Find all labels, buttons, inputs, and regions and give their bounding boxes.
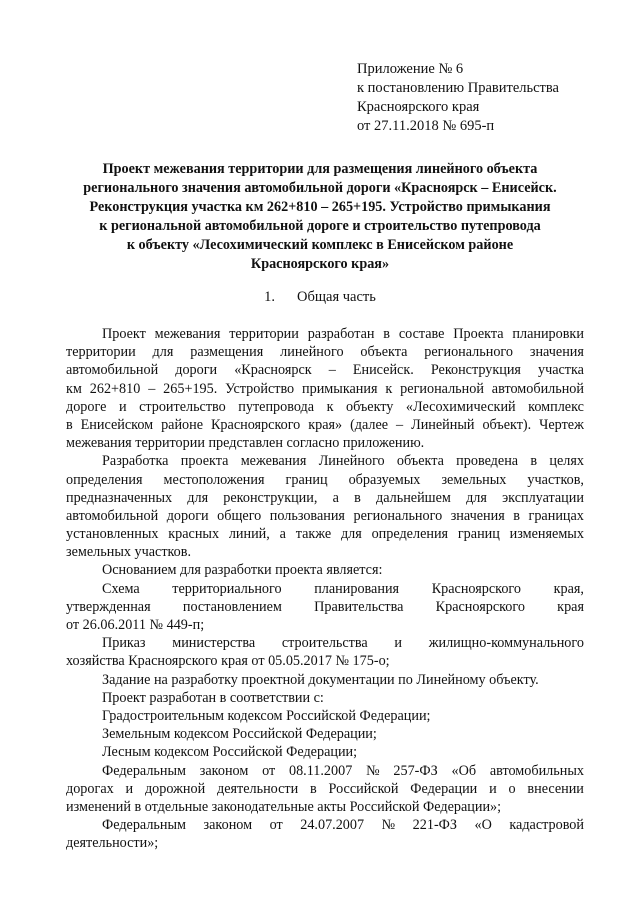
body-word: местоположения <box>163 471 265 488</box>
body-word: к <box>385 380 393 397</box>
body-word: 265+195. <box>163 380 218 397</box>
body-line <box>66 507 584 525</box>
body-word: целях <box>549 453 584 470</box>
body-word: для <box>466 489 487 506</box>
body-word: деятельности»; <box>66 835 159 852</box>
body-word: определения <box>371 526 449 543</box>
body-word: в <box>530 453 538 470</box>
body-word: земельных участков. <box>66 544 192 561</box>
body-word: регионального <box>353 507 443 524</box>
body-word: и <box>118 398 127 415</box>
body-word: установленных <box>66 526 159 543</box>
body-word: края <box>557 598 584 615</box>
body-line <box>66 325 584 343</box>
body-word: строительства <box>281 635 368 652</box>
body-word: Градостроительным кодексом Российской Федерации; <box>102 707 431 724</box>
body-word: линейного <box>280 344 344 361</box>
body-word: автомобильной <box>66 507 159 524</box>
body-word: дорожной <box>144 780 206 797</box>
document-title <box>60 160 580 274</box>
body-word: законом <box>203 817 253 834</box>
body-word: Проект <box>102 326 146 342</box>
body-word: примыкания <box>302 380 378 397</box>
body-word: комплекс <box>528 398 584 415</box>
body-word: образуемых <box>348 471 421 488</box>
body-word: деятельности <box>216 780 299 797</box>
appendix-line: от 27.11.2018 № 695-п <box>357 118 495 134</box>
body-word: Российской <box>328 780 399 797</box>
body-word: размещения <box>190 344 264 361</box>
body-line <box>66 434 584 452</box>
body-word: 221-ФЗ <box>412 817 457 834</box>
body-word: а <box>332 489 339 506</box>
body-word: от 26.06.2011 № 449-п; <box>66 617 205 633</box>
body-word: кадастровой <box>509 817 584 834</box>
body-line <box>66 416 584 434</box>
body-word: границ <box>457 526 500 543</box>
body-line <box>66 398 584 416</box>
body-word: Федеральным <box>102 762 187 779</box>
body-word: и <box>125 780 134 797</box>
body-line <box>66 780 584 798</box>
body-word: 24.07.2007 <box>300 817 365 834</box>
body-word: законом <box>199 762 249 779</box>
body-word: дороги <box>175 362 218 379</box>
body-word: Основанием для разработки проекта является: <box>102 562 383 579</box>
body-word: «Красноярск <box>234 362 312 379</box>
body-word: автомобильной <box>491 380 584 397</box>
title-line: к региональной автомобильной дороге и строительство путепровода <box>99 218 541 234</box>
body-word: и <box>394 635 402 652</box>
body-line <box>66 707 584 725</box>
body-word: от <box>269 817 283 834</box>
body-word: межевания <box>154 326 221 342</box>
body-line <box>66 798 584 816</box>
body-word: Лесным кодексом Российской Федерации; <box>102 744 358 761</box>
body-word: в <box>513 507 520 524</box>
body-word: «Лесохимический <box>405 398 516 415</box>
body-word: автомобильных <box>489 762 584 779</box>
body-line <box>66 725 584 743</box>
body-word: пользования <box>269 507 345 524</box>
title-line: к объекту «Лесохимический комплекс в Енисейском районе <box>126 237 514 253</box>
body-word: изменений в отдельные законодательные акты Российской Федерации»; <box>66 798 502 815</box>
body-line <box>66 361 584 379</box>
body-word: в <box>354 489 361 506</box>
body-word: «О <box>474 817 492 834</box>
section-title: Общая часть <box>297 289 376 305</box>
body-word: (далее <box>350 416 389 433</box>
body-line <box>66 671 584 689</box>
body-line <box>66 634 584 652</box>
body-word: для <box>152 344 174 361</box>
body-word: Красноярского <box>435 598 525 615</box>
body-word: Проект разработан в соответствии с: <box>102 689 324 706</box>
body-word: значения <box>529 344 584 361</box>
body-word: территории <box>66 344 136 361</box>
document-body <box>66 325 584 852</box>
body-word: – <box>148 380 156 397</box>
body-word: планирования <box>314 580 400 597</box>
body-word: красных <box>168 526 220 543</box>
body-word: дорогах <box>66 780 114 797</box>
body-word: Разработка <box>102 453 169 470</box>
body-word: хозяйства Красноярского края от 05.05.2017 № 175-о; <box>66 653 390 670</box>
body-word: Проекта <box>453 326 504 342</box>
body-word: проведена <box>456 453 519 470</box>
body-line <box>66 489 584 507</box>
body-word: постановлением <box>182 598 282 615</box>
body-word: дороге <box>66 398 107 415</box>
body-word: для <box>187 489 209 506</box>
body-word: предназначенных <box>66 489 173 506</box>
title-line: регионального значения автомобильной дороги «Красноярск – Енисейск. <box>83 180 557 196</box>
body-word: строительство <box>139 398 226 415</box>
body-word: путепровода <box>238 398 315 415</box>
body-word: № <box>366 762 380 779</box>
body-word: автомобильной <box>66 362 159 379</box>
body-line <box>66 652 584 670</box>
body-word: утвержденная <box>66 598 151 615</box>
body-line <box>66 762 584 780</box>
body-word: межевания территории представлен согласно приложению. <box>66 435 425 452</box>
body-word: Реконструкция <box>430 362 521 379</box>
body-line <box>66 380 584 398</box>
body-word: участков, <box>527 471 584 488</box>
body-word: Устройство <box>225 380 295 397</box>
body-word: межевания <box>240 453 307 470</box>
body-line <box>66 525 584 543</box>
appendix-line: Красноярского края <box>357 99 480 115</box>
body-word: края, <box>553 580 584 597</box>
body-word: Линейный <box>411 416 475 433</box>
body-word: жилищно-коммунального <box>428 635 584 652</box>
body-word: разработан <box>307 326 375 342</box>
body-word: «Об <box>451 762 477 779</box>
body-word: Федерации <box>410 780 478 797</box>
body-word: составе <box>398 326 445 342</box>
body-word: объекту <box>345 398 394 415</box>
section-number: 1. <box>264 289 275 305</box>
body-word: Федеральным <box>102 817 187 834</box>
body-word: Енисейском <box>80 416 154 433</box>
body-word: Красноярского <box>431 580 521 597</box>
body-word: Чертеж <box>539 416 584 433</box>
body-word: дороги <box>166 507 209 524</box>
title-line: Красноярского края» <box>250 256 390 272</box>
body-word: и <box>489 780 497 797</box>
body-word: в <box>383 326 390 342</box>
body-word: эксплуатации <box>502 489 584 506</box>
body-word: общего <box>217 507 262 524</box>
body-word: в <box>66 416 73 433</box>
body-word: определения <box>66 471 143 488</box>
body-word: км <box>66 380 82 397</box>
body-line <box>66 471 584 489</box>
body-word: – <box>328 362 336 379</box>
body-word: от <box>262 762 276 779</box>
body-word: изменяемых <box>509 526 584 543</box>
body-word: региональной <box>400 380 484 397</box>
title-line: Реконструкция участка км 262+810 – 265+195. Устройство примыкания <box>89 199 551 215</box>
body-word: внесении <box>527 780 584 797</box>
body-word: границах <box>528 507 584 524</box>
body-word: Земельным кодексом Российской Федерации; <box>102 726 377 743</box>
body-line <box>66 343 584 361</box>
body-word: Приказ <box>102 635 146 652</box>
body-word: к <box>326 398 334 415</box>
body-word: Енисейск. <box>352 362 414 379</box>
appendix-block <box>357 60 559 136</box>
body-line <box>66 543 584 561</box>
section-heading <box>0 288 640 307</box>
body-line <box>66 598 584 616</box>
appendix-line: Приложение № 6 <box>357 61 464 77</box>
body-word: Красноярского <box>210 416 301 433</box>
body-word: объекта <box>360 344 408 361</box>
appendix-line: к постановлению Правительства <box>357 80 559 96</box>
body-word: реконструкции, <box>223 489 318 506</box>
body-word: районе <box>161 416 204 433</box>
body-word: 08.11.2007 <box>288 762 353 779</box>
body-word: объект). <box>482 416 532 433</box>
body-word: о <box>508 780 516 797</box>
body-word: 262+810 <box>89 380 141 397</box>
body-word: проекта <box>180 453 229 470</box>
body-word: Линейного <box>318 453 385 470</box>
body-word: регионального <box>424 344 513 361</box>
body-word: границ <box>285 471 328 488</box>
title-line: Проект межевания территории для размещения линейного объекта <box>102 161 538 177</box>
body-word: – <box>396 416 404 433</box>
body-line <box>66 616 584 634</box>
body-word: планировки <box>512 326 584 342</box>
body-word: участка <box>537 362 584 379</box>
body-word: в <box>310 780 317 797</box>
body-word: 257-ФЗ <box>393 762 438 779</box>
body-line <box>66 816 584 834</box>
body-word: Задание на разработку проектной документации по Линейному объекту. <box>102 671 539 688</box>
body-word: линий, <box>228 526 270 543</box>
body-word: Правительства <box>314 598 404 615</box>
body-word: Схема <box>102 580 140 597</box>
body-word: объекта <box>396 453 444 470</box>
body-word: дальнейшем <box>376 489 451 506</box>
body-word: значения <box>450 507 505 524</box>
body-word: земельных <box>441 471 507 488</box>
body-word: края» <box>308 416 343 433</box>
body-line <box>66 561 584 579</box>
body-word: для <box>340 526 362 543</box>
body-word: а <box>279 526 286 543</box>
body-line <box>66 452 584 470</box>
body-line <box>66 834 584 852</box>
body-word: территории <box>229 326 299 342</box>
body-line <box>66 580 584 598</box>
body-line <box>66 743 584 761</box>
body-word: № <box>381 817 396 834</box>
body-word: министерства <box>172 635 256 652</box>
body-word: также <box>295 526 332 543</box>
body-line <box>66 689 584 707</box>
body-word: территориального <box>172 580 282 597</box>
